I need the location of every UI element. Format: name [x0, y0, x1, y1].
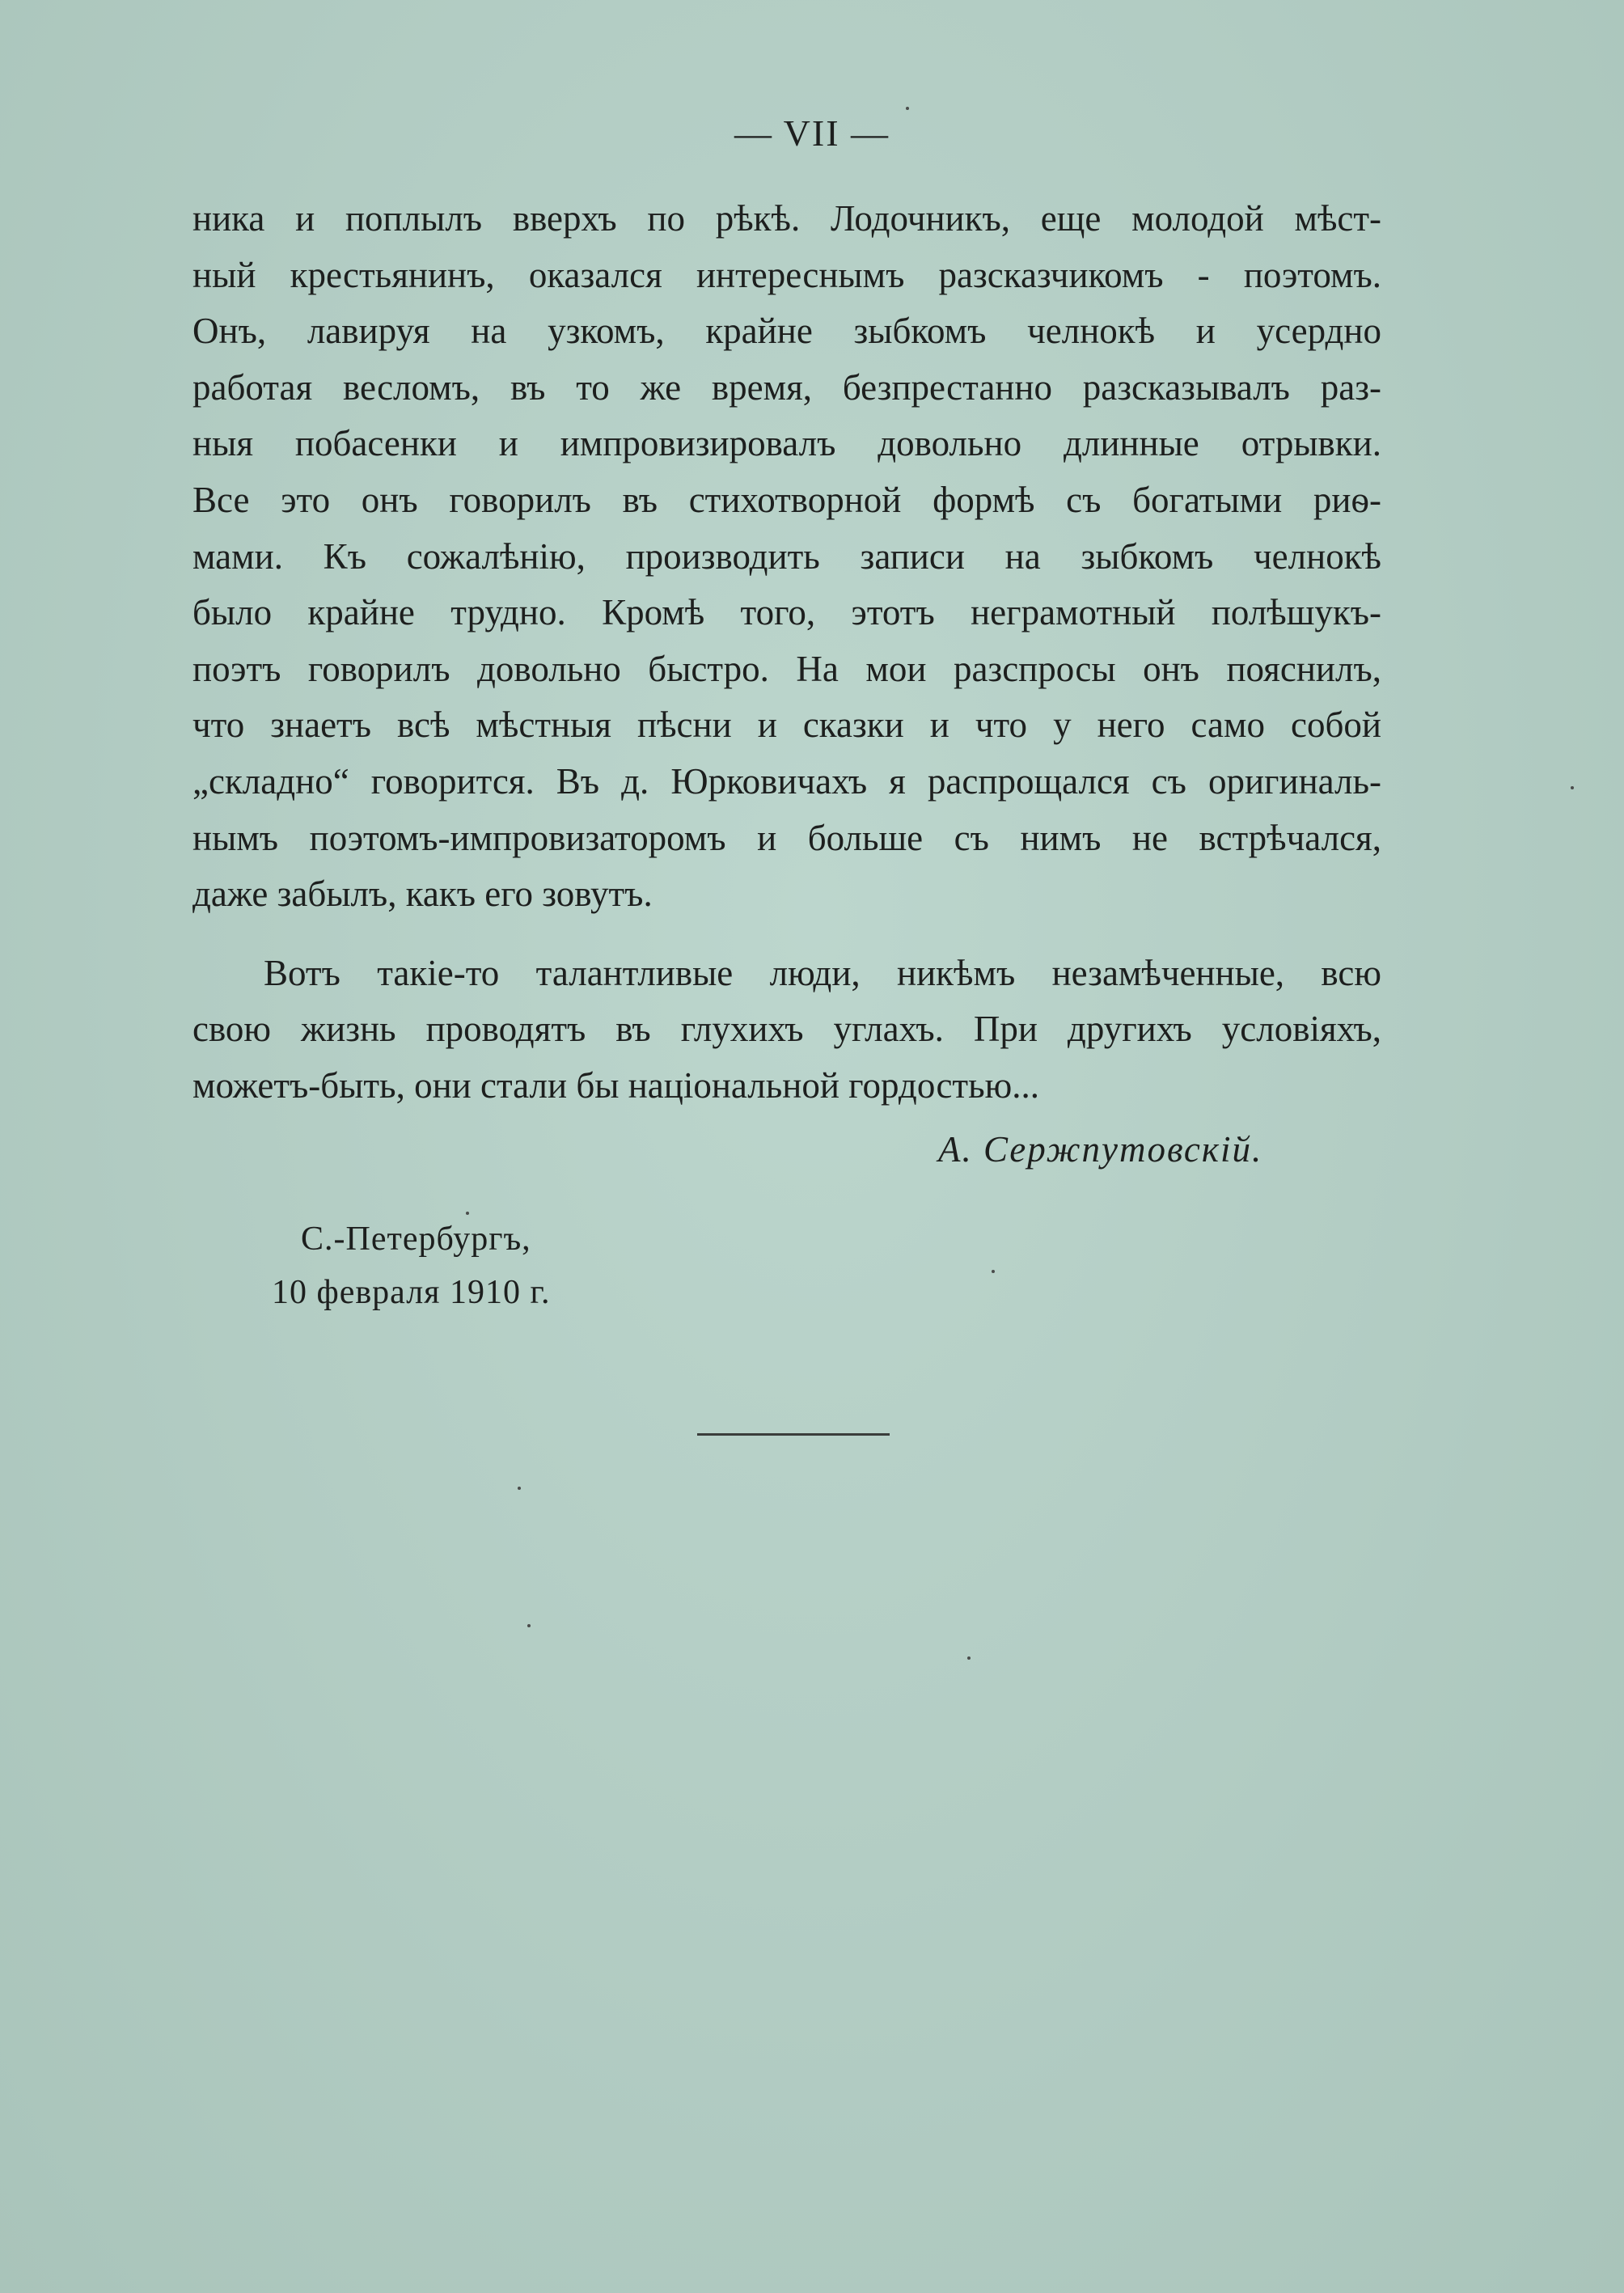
- scan-speck: [466, 1212, 469, 1215]
- scan-speck: [992, 1270, 995, 1273]
- scan-speck: [527, 1624, 531, 1627]
- paragraph-gap: [192, 923, 1381, 946]
- text-line: Вотъ такіе-то талантливые люди, никѣмъ незамѣченные, всю: [264, 952, 1381, 993]
- scan-speck: [967, 1656, 971, 1660]
- text-line: мами. Къ сожалѣнію, производить записи на зыбкомъ челнокѣ: [192, 535, 1381, 577]
- text-line: было крайне трудно. Кромѣ того, этотъ неграмотный полѣшукъ-: [192, 592, 1381, 633]
- text-line: „складно“ говорится. Въ д. Юрковичахъ я распрощался съ оригиналь-: [192, 760, 1381, 802]
- text-line: нымъ поэтомъ-импровизаторомъ и больше съ нимъ не встрѣчался,: [192, 817, 1381, 858]
- text-line: свою жизнь проводятъ въ глухихъ углахъ. При другихъ условіяхъ,: [192, 1009, 1381, 1050]
- body-text: [192, 191, 1381, 1115]
- text-line: ника и поплылъ вверхъ по рѣкѣ. Лодочникъ, еще молодой мѣст-: [192, 198, 1381, 239]
- page-number: — VII —: [734, 112, 890, 154]
- place-line: С.-Петербургъ,: [301, 1221, 531, 1258]
- text-line: поэтъ говорилъ довольно быстро. На мои разспросы онъ пояснилъ,: [192, 648, 1381, 689]
- text-line: Все это онъ говорилъ въ стихотворной формѣ съ богатыми риѳ-: [192, 479, 1381, 520]
- text-line: что знаетъ всѣ мѣстныя пѣсни и сказки и что у него само собой: [192, 704, 1381, 746]
- text-line: работая весломъ, въ то же время, безпрестанно разсказывалъ раз-: [192, 366, 1381, 408]
- text-line: можетъ-быть, они стали бы національной гордостью...: [192, 1064, 1039, 1106]
- scan-speck: [1571, 786, 1574, 789]
- scan-speck: [518, 1487, 521, 1490]
- text-line: Онъ, лавируя на узкомъ, крайне зыбкомъ челнокѣ и усердно: [192, 311, 1381, 352]
- author-signature: А. Сержпутовскій.: [938, 1129, 1263, 1170]
- text-line: ныя побасенки и импровизировалъ довольно длинные отрывки.: [192, 423, 1381, 464]
- date-line: 10 февраля 1910 г.: [272, 1274, 551, 1311]
- end-rule: [697, 1433, 890, 1436]
- text-line: даже забылъ, какъ его зовутъ.: [192, 874, 653, 915]
- text-line: ный крестьянинъ, оказался интереснымъ разсказчикомъ - поэтомъ.: [192, 254, 1381, 295]
- scan-speck: [906, 107, 909, 110]
